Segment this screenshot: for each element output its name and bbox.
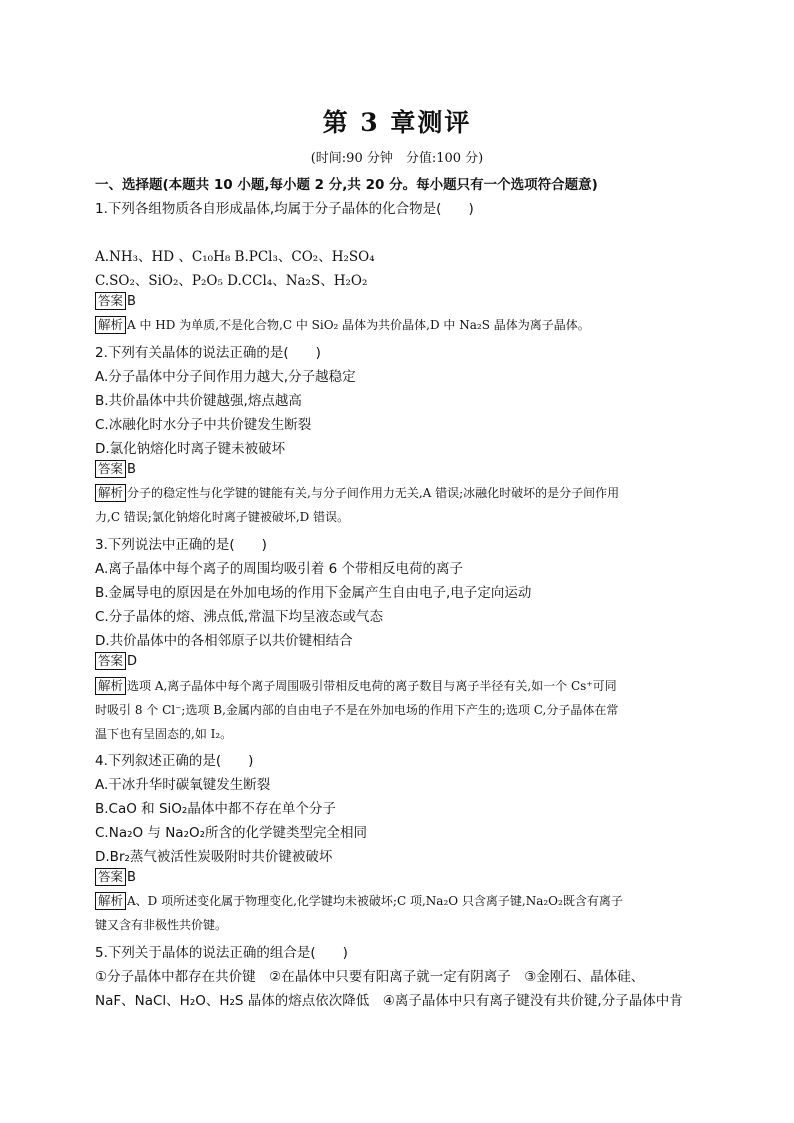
q4-option-b: B.CaO 和 SiO₂晶体中都不存在单个分子 xyxy=(95,801,336,817)
q4-analysis-2: 键又含有非极性共价键。 xyxy=(95,918,228,932)
q1-answer: B xyxy=(127,294,136,309)
q2-stem: 2.下列有关晶体的说法正确的是( ) xyxy=(95,345,321,361)
q1-answer-row xyxy=(95,292,705,310)
q4-answer: B xyxy=(127,870,136,885)
answer-label: 答案 xyxy=(95,868,126,886)
q2-analysis-2: 力,C 错误;氯化钠熔化时离子键被破坏,D 错误。 xyxy=(95,510,350,524)
q3-stem: 3.下列说法中正确的是( ) xyxy=(95,537,267,553)
section-heading: 一、选择题(本题共 10 小题,每小题 2 分,共 20 分。每小题只有一个选项符合题意) xyxy=(95,177,598,193)
q2-analysis-1: 分子的稳定性与化学键的键能有关,与分子间作用力无关,A 错误;冰融化时破坏的是分子间作用 xyxy=(127,486,620,500)
q1-options-cd: C.SO₂、SiO₂、P₂O₅ D.CCl₄、Na₂S、H₂O₂ xyxy=(95,273,368,289)
analysis-label: 解析 xyxy=(95,484,126,502)
q3-option-b: B.金属导电的原因是在外加电场的作用下金属产生自由电子,电子定向运动 xyxy=(95,585,532,601)
q3-answer: D xyxy=(127,654,138,669)
q3-analysis-3: 温下也有呈固态的,如 I₂。 xyxy=(95,727,233,741)
q3-analysis-row xyxy=(95,677,705,695)
q4-option-a: A.干冰升华时碳氧键发生断裂 xyxy=(95,777,271,793)
q3-answer-row xyxy=(95,652,705,670)
q4-answer-row xyxy=(95,868,705,886)
q3-analysis-2: 时吸引 8 个 Cl⁻;选项 B,金属内部的自由电子不是在外加电场的作用下产生的;选项 C,分子晶体在常 xyxy=(95,703,619,717)
q5-stem: 5.下列关于晶体的说法正确的组合是( ) xyxy=(95,945,348,961)
q4-analysis-1: A、D 项所述变化属于物理变化,化学键均未被破坏;C 项,Na₂O 只含离子键,Na₂O₂既含有离子 xyxy=(127,894,623,908)
analysis-label: 解析 xyxy=(95,316,126,334)
q3-option-c: C.分子晶体的熔、沸点低,常温下均呈液态或气态 xyxy=(95,609,384,625)
q3-option-a: A.离子晶体中每个离子的周围均吸引着 6 个带相反电荷的离子 xyxy=(95,561,463,577)
q1-analysis: A 中 HD 为单质,不是化合物,C 中 SiO₂ 晶体为共价晶体,D 中 Na₂S 晶体为离子晶体。 xyxy=(127,318,590,332)
q2-answer-row xyxy=(95,460,705,478)
q4-option-d: D.Br₂蒸气被活性炭吸附时共价键被破坏 xyxy=(95,849,333,865)
q1-stem: 1.下列各组物质各自形成晶体,均属于分子晶体的化合物是( ) xyxy=(95,201,474,217)
q4-stem: 4.下列叙述正确的是( ) xyxy=(95,753,254,769)
q2-analysis-row xyxy=(95,484,705,502)
q5-statements-2: NaF、NaCl、H₂O、H₂S 晶体的熔点依次降低 ④离子晶体中只有离子键没有共价键,分子晶体中肯 xyxy=(95,993,683,1009)
answer-label: 答案 xyxy=(95,460,126,478)
answer-label: 答案 xyxy=(95,292,126,310)
q2-option-d: D.氯化钠熔化时离子键未被破坏 xyxy=(95,441,286,457)
q2-option-b: B.共价晶体中共价键越强,熔点越高 xyxy=(95,393,302,409)
q1-analysis-row xyxy=(95,316,705,334)
q4-option-c: C.Na₂O 与 Na₂O₂所含的化学键类型完全相同 xyxy=(95,825,368,841)
page-subtitle: (时间:90 分钟 分值:100 分) xyxy=(310,151,484,166)
q3-option-d: D.共价晶体中的各相邻原子以共价键相结合 xyxy=(95,633,353,649)
q2-option-a: A.分子晶体中分子间作用力越大,分子越稳定 xyxy=(95,369,356,385)
q2-answer: B xyxy=(127,462,136,477)
q2-option-c: C.冰融化时水分子中共价键发生断裂 xyxy=(95,417,312,433)
q1-options-ab: A.NH₃、HD 、C₁₀H₈ B.PCl₃、CO₂、H₂SO₄ xyxy=(95,249,375,265)
page-title: 第 3 章测评 xyxy=(322,108,472,137)
q5-statements-1: ①分子晶体中都存在共价键 ②在晶体中只要有阳离子就一定有阴离子 ③金刚石、晶体硅、 xyxy=(95,969,645,985)
q4-analysis-row xyxy=(95,892,705,910)
analysis-label: 解析 xyxy=(95,677,126,695)
q3-analysis-1: 选项 A,离子晶体中每个离子周围吸引带相反电荷的离子数目与离子半径有关,如一个 Cs⁺可同 xyxy=(127,679,617,693)
analysis-label: 解析 xyxy=(95,892,126,910)
answer-label: 答案 xyxy=(95,652,126,670)
